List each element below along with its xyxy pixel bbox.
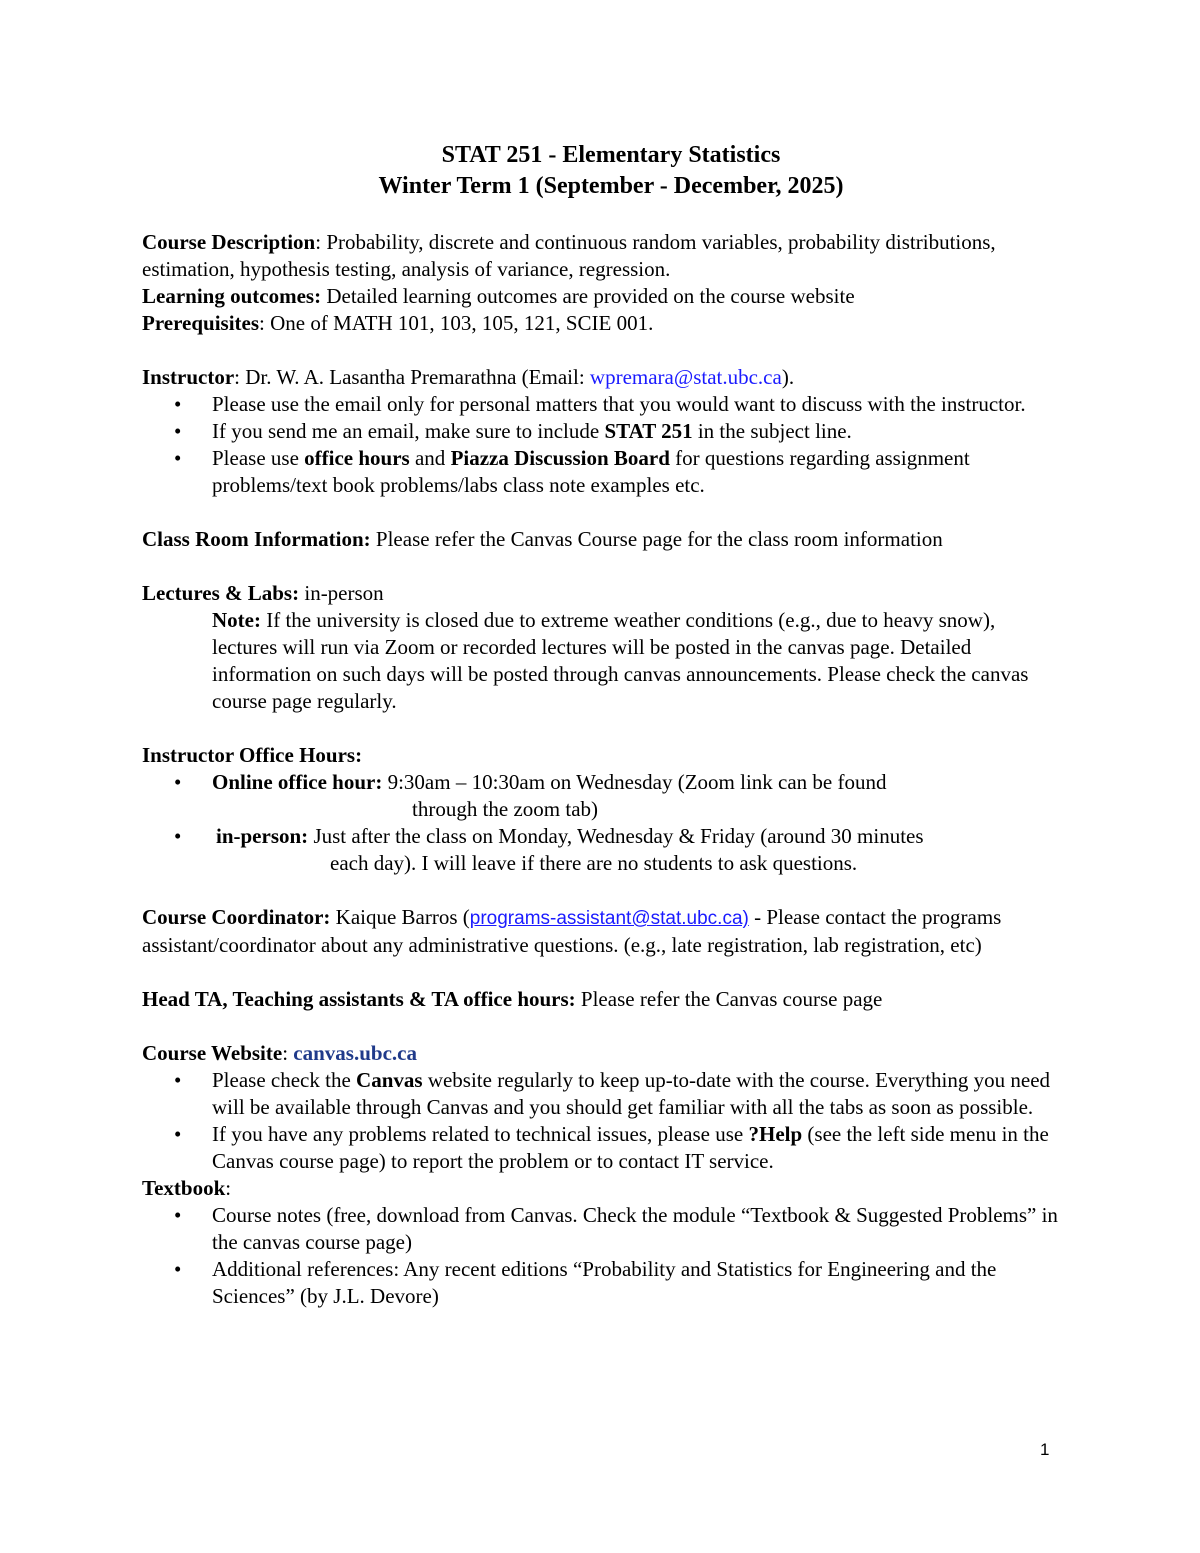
head-ta-label: Head TA, Teaching assistants & TA office hours: xyxy=(142,987,576,1011)
bullet-icon: • xyxy=(174,419,182,443)
bullet-icon: • xyxy=(174,1068,182,1092)
note-label: Note: xyxy=(212,608,261,632)
prerequisites-label: Prerequisites xyxy=(142,311,260,335)
instructor-bullet-2: If you send me an email, make sure to include xyxy=(212,419,605,443)
note-text: If the university is closed due to extreme weather conditions (e.g., due to heavy snow), lectures will run via Zoom or recorded lectures will be posted in the canvas page. Detailed information on such days will be posted through canvas announcements. Please check the canvas course page regularly. xyxy=(212,608,1029,713)
lectures-labs xyxy=(142,580,1062,607)
page-title: STAT 251 - Elementary Statistics xyxy=(441,142,781,168)
prerequisites xyxy=(142,310,1062,337)
course-code: STAT 251 xyxy=(604,419,693,443)
bullet-icon: • xyxy=(174,1257,182,1281)
page-subtitle: Winter Term 1 (September - December, 2025) xyxy=(378,173,844,199)
list-item xyxy=(142,391,1062,418)
head-ta xyxy=(142,986,1062,1013)
website-bullet-1-end: website regularly to keep up-to-date with the course. Everything you need will be available through Canvas and you should get familiar with all the tabs as soon as possible. xyxy=(212,1068,1051,1119)
textbook-heading xyxy=(142,1175,1062,1202)
instructor-bullet-3: Please use xyxy=(212,446,305,470)
class-room-text: Please refer the Canvas Course page for the class room information xyxy=(370,527,943,551)
page-number: 1 xyxy=(1040,1440,1050,1459)
bullet-icon: • xyxy=(174,770,182,794)
website-bullet-2-end: (see the left side menu in the Canvas course page) to report the problem or to contact IT service. xyxy=(212,1122,1049,1173)
head-ta-text: Please refer the Canvas course page xyxy=(575,987,883,1011)
prerequisites-text: : One of MATH 101, 103, 105, 121, SCIE 001. xyxy=(259,311,654,335)
textbook-label: Textbook xyxy=(142,1176,226,1200)
in-person-text: Just after the class on Monday, Wednesday & Friday (around 30 minutes xyxy=(308,824,924,848)
list-item xyxy=(142,1202,1062,1256)
instructor-label: Instructor xyxy=(142,365,235,389)
syllabus-page xyxy=(142,140,1062,1310)
lectures-note xyxy=(142,607,1062,715)
online-office-hour-text: 9:30am – 10:30am on Wednesday (Zoom link can be found xyxy=(382,770,887,794)
instructor-bullet-3-mid: and xyxy=(409,446,451,470)
textbook-bullet-2: Additional references: Any recent editions “Probability and Statistics for Engineering and the Sciences” (by J.L. Devore) xyxy=(212,1257,997,1308)
course-description-label: Course Description xyxy=(142,230,316,254)
canvas-emphasis: Canvas xyxy=(356,1068,423,1092)
course-coordinator xyxy=(142,904,1062,959)
course-website-colon: : xyxy=(282,1041,294,1065)
list-item xyxy=(142,823,1062,850)
lectures-label: Lectures & Labs: xyxy=(142,581,300,605)
bullet-icon: • xyxy=(174,1122,182,1146)
office-hours-label: Instructor Office Hours: xyxy=(142,743,363,767)
bullet-icon: • xyxy=(174,392,182,416)
website-bullet-2: If you have any problems related to technical issues, please use xyxy=(212,1122,749,1146)
instructor-text-end: ). xyxy=(781,365,795,389)
in-person-cont: each day). I will leave if there are no students to ask questions. xyxy=(330,851,858,875)
in-person-label: in-person: xyxy=(216,824,309,848)
textbook-colon: : xyxy=(225,1176,232,1200)
course-description-text: : Probability, discrete and continuous random variables, probability distributions, estimation, hypothesis testing, analysis of variance, regression. xyxy=(142,230,996,281)
online-office-hour-label: Online office hour: xyxy=(212,770,383,794)
canvas-link[interactable]: canvas.ubc.ca xyxy=(293,1041,417,1065)
bullet-icon: • xyxy=(174,824,182,848)
course-description xyxy=(142,229,1062,283)
course-website-label: Course Website xyxy=(142,1041,283,1065)
class-room-info xyxy=(142,526,1062,553)
textbook-bullets xyxy=(142,1202,1062,1310)
instructor-email-link[interactable]: wpremara@stat.ubc.ca xyxy=(589,365,782,389)
instructor-bullet-1: Please use the email only for personal matters that you would want to discuss with the instructor. xyxy=(212,392,1026,416)
coordinator-email-link[interactable]: programs-assistant@stat.ubc.ca) xyxy=(469,908,749,929)
instructor-bullet-2-end: in the subject line. xyxy=(692,419,852,443)
office-hours-emphasis: office hours xyxy=(304,446,410,470)
coordinator-label: Course Coordinator: xyxy=(142,905,331,929)
coordinator-text: Kaique Barros ( xyxy=(330,905,470,929)
help-emphasis: ?Help xyxy=(748,1122,803,1146)
piazza-emphasis: Piazza Discussion Board xyxy=(450,446,670,470)
website-bullets xyxy=(142,1067,1062,1175)
learning-outcomes-text: Detailed learning outcomes are provided on the course website xyxy=(321,284,855,308)
office-hours-bullets-2 xyxy=(142,823,1062,850)
office-hours-bullets xyxy=(142,769,1062,796)
textbook-bullet-1: Course notes (free, download from Canvas. Check the module “Textbook & Suggested Problems” in the canvas course page) xyxy=(212,1203,1058,1254)
learning-outcomes-label: Learning outcomes: xyxy=(142,284,322,308)
online-office-hour-cont: through the zoom tab) xyxy=(412,797,599,821)
website-bullet-1: Please check the xyxy=(212,1068,357,1092)
instructor-text: : Dr. W. A. Lasantha Premarathna (Email: xyxy=(234,365,590,389)
coordinator-text-end: - Please contact the programs assistant/coordinator about any administrative questions. (e.g., late registration, lab registration, etc) xyxy=(142,905,1002,957)
list-item xyxy=(142,769,1062,796)
list-item xyxy=(142,1121,1062,1175)
instructor-bullets xyxy=(142,391,1062,499)
instructor-bullet-3-end: for questions regarding assignment problems/text book problems/labs class note examples etc. xyxy=(212,446,970,497)
list-item xyxy=(142,445,1062,499)
list-item xyxy=(142,418,1062,445)
lectures-text: in-person xyxy=(299,581,384,605)
course-website xyxy=(142,1040,1062,1067)
bullet-icon: • xyxy=(174,446,182,470)
learning-outcomes xyxy=(142,283,1062,310)
instructor xyxy=(142,364,1062,391)
class-room-label: Class Room Information: xyxy=(142,527,371,551)
list-item xyxy=(142,1256,1062,1310)
bullet-icon: • xyxy=(174,1203,182,1227)
list-item xyxy=(142,1067,1062,1121)
office-hours-heading xyxy=(142,742,1062,769)
